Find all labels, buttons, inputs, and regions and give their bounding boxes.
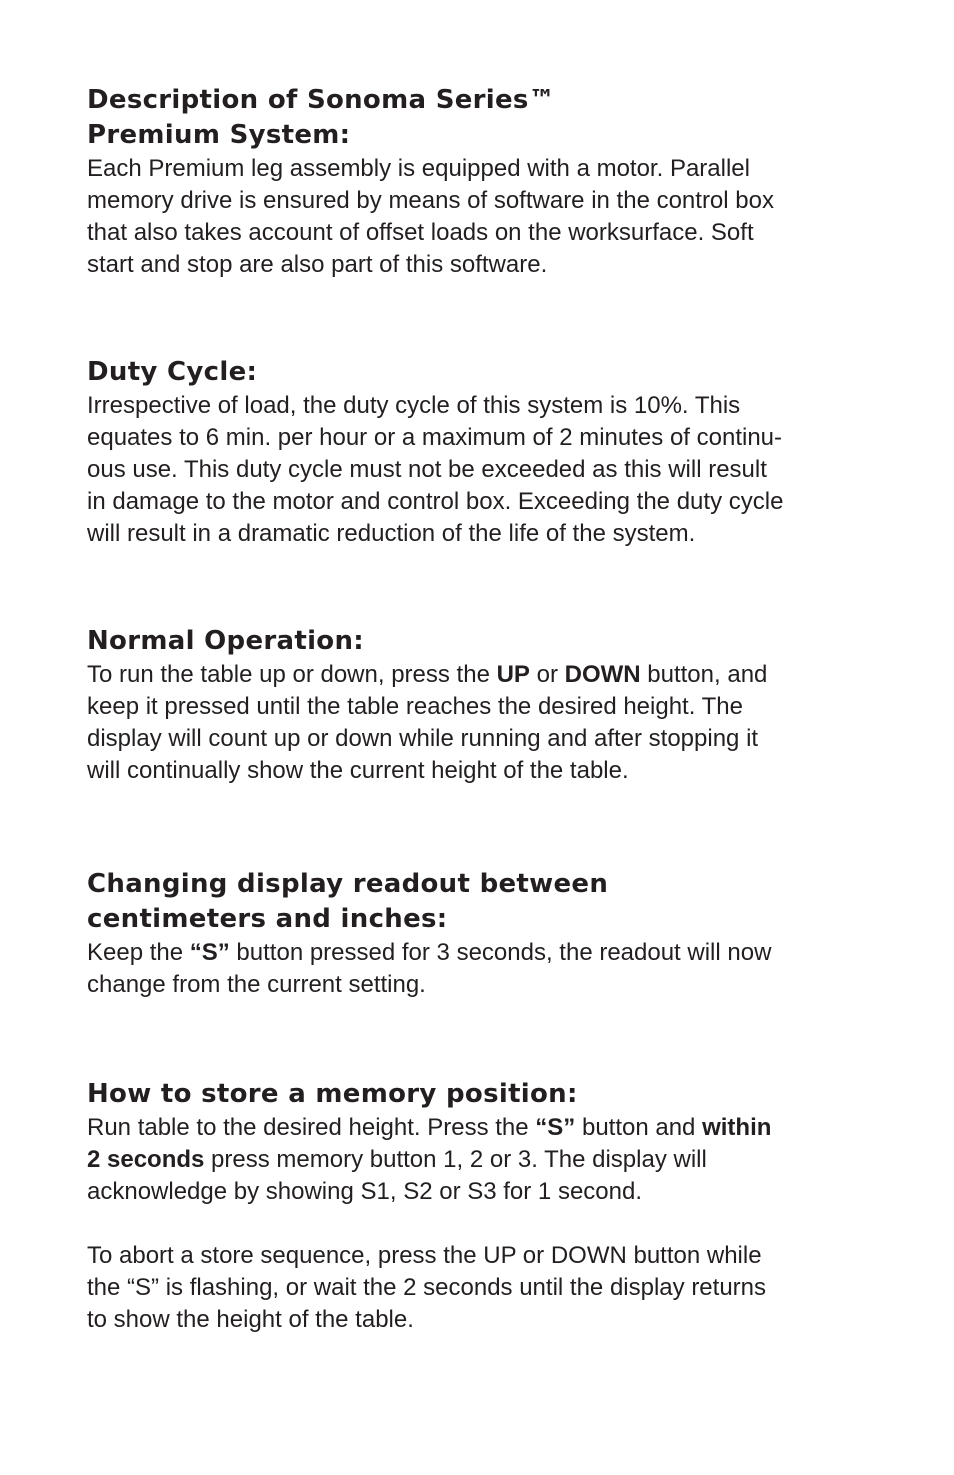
paragraph (87, 937, 887, 1001)
text-line: Irrespective of load, the duty cycle of this system is 10%. This (87, 392, 741, 419)
text-line: keep it pressed until the table reaches the desired height. The (87, 693, 743, 720)
section-title-normal-operation (87, 624, 887, 659)
text-line: memory drive is ensured by means of software in the control box (87, 187, 774, 214)
section-display-readout (87, 867, 887, 1001)
paragraph (87, 390, 887, 550)
text-line: To abort a store sequence, press the UP or DOWN button while (87, 1242, 762, 1269)
text-run: Keep the (87, 939, 190, 966)
text-run: or (529, 661, 565, 688)
title-line: How to store a memory position: (87, 1079, 578, 1109)
section-description (87, 83, 887, 281)
title-line: Description of Sonoma Series™ (87, 85, 555, 115)
text-run: button and (575, 1114, 703, 1141)
title-line: Changing display readout between (87, 869, 609, 899)
emphasis-text: 2 seconds (87, 1146, 205, 1173)
manual-page (87, 83, 887, 1336)
paragraph (87, 1112, 887, 1208)
text-line (87, 937, 887, 969)
down-button-label: DOWN (564, 661, 641, 688)
text-line: equates to 6 min. per hour or a maximum of 2 minutes of continu- (87, 424, 783, 451)
section-title-description (87, 83, 887, 153)
text-line: in damage to the motor and control box. Exceeding the duty cycle (87, 488, 784, 515)
title-line: Premium System: (87, 120, 351, 150)
text-line: the “S” is flashing, or wait the 2 seconds until the display returns (87, 1274, 767, 1301)
s-button-label: “S” (535, 1114, 576, 1141)
text-line: Each Premium leg assembly is equipped with a motor. Parallel (87, 155, 750, 182)
text-line (87, 1144, 887, 1176)
text-line: start and stop are also part of this software. (87, 251, 548, 278)
text-line: display will count up or down while running and after stopping it (87, 725, 759, 752)
text-line: that also takes account of offset loads on the worksurface. Soft (87, 219, 754, 246)
section-duty-cycle (87, 355, 887, 550)
text-line (87, 659, 887, 691)
section-title-store-memory (87, 1077, 887, 1112)
text-line (87, 1112, 887, 1144)
text-line: to show the height of the table. (87, 1306, 414, 1333)
title-line: Duty Cycle: (87, 357, 258, 387)
title-line: centimeters and inches: (87, 904, 448, 934)
text-line: will continually show the current height of the table. (87, 757, 629, 784)
text-run: button pressed for 3 seconds, the readout will now (229, 939, 772, 966)
section-title-display-readout (87, 867, 887, 937)
section-normal-operation (87, 624, 887, 787)
text-run: press memory button 1, 2 or 3. The display will (204, 1146, 707, 1173)
s-button-label: “S” (189, 939, 230, 966)
up-button-label: UP (496, 661, 530, 688)
title-line: Normal Operation: (87, 626, 364, 656)
text-line: will result in a dramatic reduction of the life of the system. (87, 520, 696, 547)
text-run: button, and (640, 661, 768, 688)
text-line: change from the current setting. (87, 971, 426, 998)
paragraph (87, 659, 887, 787)
emphasis-text: within (702, 1114, 772, 1141)
text-run: Run table to the desired height. Press the (87, 1114, 536, 1141)
paragraph (87, 153, 887, 281)
text-line: ous use. This duty cycle must not be exceeded as this will result (87, 456, 767, 483)
text-run: To run the table up or down, press the (87, 661, 497, 688)
paragraph (87, 1240, 887, 1336)
section-store-memory (87, 1077, 887, 1336)
section-title-duty-cycle (87, 355, 887, 390)
text-line: acknowledge by showing S1, S2 or S3 for 1 second. (87, 1178, 642, 1205)
